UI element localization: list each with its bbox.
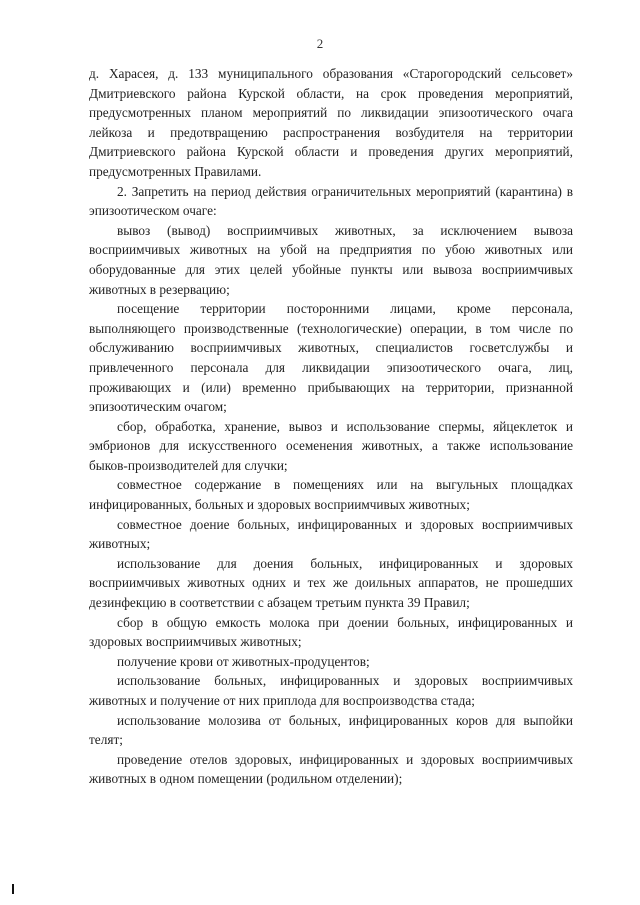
document-body [89,64,573,789]
paragraph-joint-keeping-ban: совместное содержание в помещениях или на выгульных площадках инфицированных, больных и здоровых восприимчивых животных; [89,477,573,513]
paragraph-blood-ban: получение крови от животных-продуцентов; [117,653,370,669]
paragraph-export-ban: вывоз (вывод) восприимчивых животных, за исключением вывоза восприимчивых животных на убой на предприятия по убою животных или оборудованные для этих целей убойные пункты или вывоза восприимчивых животных в резервацию; [89,222,573,297]
paragraph-breeding-ban: использование больных, инфицированных и здоровых восприимчивых животных и получение от них приплода для воспроизводства стада; [89,673,573,708]
page-number: 2 [316,36,324,51]
paragraph-semen-ban: сбор, обработка, хранение, вывоз и использование спермы, яйцеклеток и эмбрионов для искусственного осеменения животных, а также использование быков-производителей для случки; [89,418,573,473]
paragraph-item-2: 2. Запретить на период действия ограничительных мероприятий (карантина) в эпизоотическом очаге: [89,183,573,219]
paragraph-continuation: д. Харасея, д. 133 муниципального образования «Старогородский сельсовет» Дмитриевского района Курской области, на срок проведения мероприятий, предусмотренных планом мероприятий по ликвидации эпизоотического очага лейкоза и предотвращению распространения возбудителя на территории Дмитриевского района Курской области и проведения других мероприятий, предусмотренных Правилами. [89,66,573,179]
paragraph-colostrum-ban: использование молозива от больных, инфицированных коров для выпойки телят; [89,712,573,748]
paragraph-joint-milking-ban: совместное доение больных, инфицированных и здоровых восприимчивых животных; [89,516,573,552]
paragraph-calving-ban: проведение отелов здоровых, инфицированных и здоровых восприимчивых животных в одном помещении (родильном отделении); [89,751,573,787]
paragraph-visit-ban: посещение территории посторонними лицами, кроме персонала, выполняющего производственные (технологические) операции, в том числе по обслуживанию восприимчивых животных, специалистов госветслужбы и привлеченного персонала для ликвидации эпизоотического очага, лиц, проживающих и (или) временно прибывающих на территории, признанной эпизоотическим очагом; [89,301,573,415]
scan-edge-mark [12,884,14,894]
paragraph-milk-collection-ban: сбор в общую емкость молока при доении больных, инфицированных и здоровых восприимчивых животных; [89,614,573,650]
paragraph-milking-machines-ban: использование для доения больных, инфицированных и здоровых восприимчивых животных одних и тех же доильных аппаратов, не прошедших дезинфекцию в соответствии с абзацем третьим пункта 39 Правил; [89,555,573,611]
